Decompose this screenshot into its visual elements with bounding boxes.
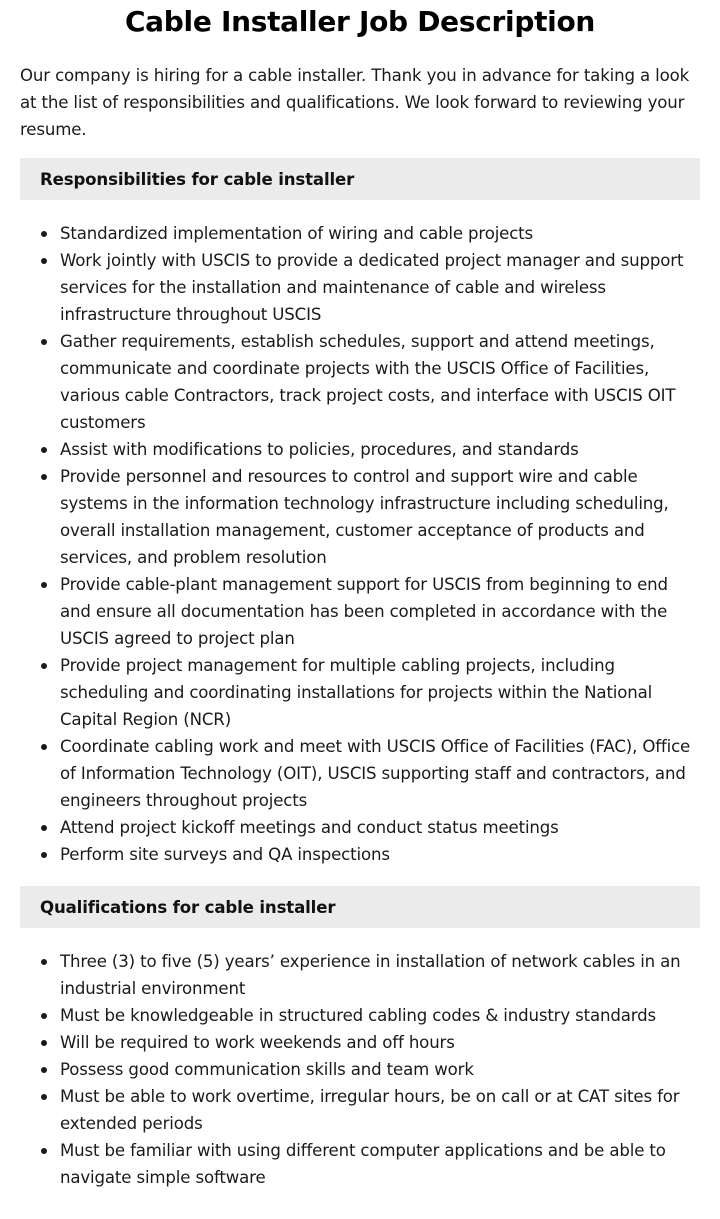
list-item — [60, 1056, 700, 1083]
bullet-icon — [41, 959, 47, 965]
list-item — [60, 948, 700, 1002]
list-item — [60, 247, 700, 328]
list-item-text: Work jointly with USCIS to provide a dedicated project manager and support services for the installation and maintenance of cable and wireless infrastructure throughout USCIS — [60, 251, 684, 324]
bullet-icon — [41, 339, 47, 345]
bullet-icon — [41, 663, 47, 669]
bullet-icon — [41, 825, 47, 831]
bullet-icon — [41, 474, 47, 480]
bullet-icon — [41, 852, 47, 858]
list-item — [60, 841, 700, 868]
list-item — [60, 1002, 700, 1029]
bullet-icon — [41, 744, 47, 750]
bullet-icon — [41, 1040, 47, 1046]
responsibilities-list — [20, 220, 700, 868]
list-item-text: Provide project management for multiple cabling projects, including scheduling and coordinating installations for projects within the National Capital Region (NCR) — [60, 656, 653, 729]
list-item-text: Coordinate cabling work and meet with USCIS Office of Facilities (FAC), Office of Information Technology (OIT), USCIS supporting staff and contractors, and engineers throughout projects — [60, 737, 691, 810]
bullet-icon — [41, 447, 47, 453]
list-item-text: Assist with modifications to policies, procedures, and standards — [60, 440, 579, 459]
list-item-text: Attend project kickoff meetings and conduct status meetings — [60, 818, 559, 837]
list-item-text: Will be required to work weekends and off hours — [60, 1033, 455, 1052]
list-item — [60, 733, 700, 814]
list-item — [60, 436, 700, 463]
bullet-icon — [41, 1013, 47, 1019]
qualifications-heading-text: Qualifications for cable installer — [40, 897, 336, 917]
list-item-text: Perform site surveys and QA inspections — [60, 845, 390, 864]
list-item-text: Must be able to work overtime, irregular hours, be on call or at CAT sites for extended periods — [60, 1087, 680, 1133]
list-item — [60, 1083, 700, 1137]
bullet-icon — [41, 1094, 47, 1100]
qualifications-list — [20, 948, 700, 1191]
responsibilities-heading-text: Responsibilities for cable installer — [40, 169, 355, 189]
list-item — [60, 1137, 700, 1191]
list-item-text: Must be knowledgeable in structured cabling codes & industry standards — [60, 1006, 657, 1025]
list-item — [60, 571, 700, 652]
list-item-text: Must be familiar with using different computer applications and be able to navigate simple software — [60, 1141, 666, 1187]
intro-paragraph: Our company is hiring for a cable installer. Thank you in advance for taking a look at the list of responsibilities and qualifications. We look forward to reviewing your resume. — [20, 66, 690, 139]
list-item-text: Gather requirements, establish schedules, support and attend meetings, communicate and coordinate projects with the USCIS Office of Facilities, various cable Contractors, track project costs, and interface with USCIS OIT customers — [60, 332, 676, 432]
list-item-text: Provide cable-plant management support for USCIS from beginning to end and ensure all documentation has been completed in accordance with the USCIS agreed to project plan — [60, 575, 668, 648]
list-item-text: Possess good communication skills and team work — [60, 1060, 474, 1079]
page-title: Cable Installer Job Description — [124, 5, 596, 38]
list-item-text: Three (3) to five (5) years’ experience in installation of network cables in an industrial environment — [60, 952, 681, 998]
qualifications-heading — [20, 886, 700, 928]
bullet-icon — [41, 1067, 47, 1073]
bullet-icon — [41, 258, 47, 264]
list-item — [60, 220, 700, 247]
bullet-icon — [41, 582, 47, 588]
bullet-icon — [41, 1148, 47, 1154]
list-item — [60, 814, 700, 841]
bullet-icon — [41, 231, 47, 237]
list-item — [60, 652, 700, 733]
list-item-text: Provide personnel and resources to control and support wire and cable systems in the information technology infrastructure including scheduling, overall installation management, customer acceptance of products and services, and problem resolution — [60, 467, 669, 567]
responsibilities-heading — [20, 158, 700, 200]
list-item — [60, 463, 700, 571]
list-item — [60, 328, 700, 436]
list-item — [60, 1029, 700, 1056]
list-item-text: Standardized implementation of wiring and cable projects — [60, 224, 534, 243]
